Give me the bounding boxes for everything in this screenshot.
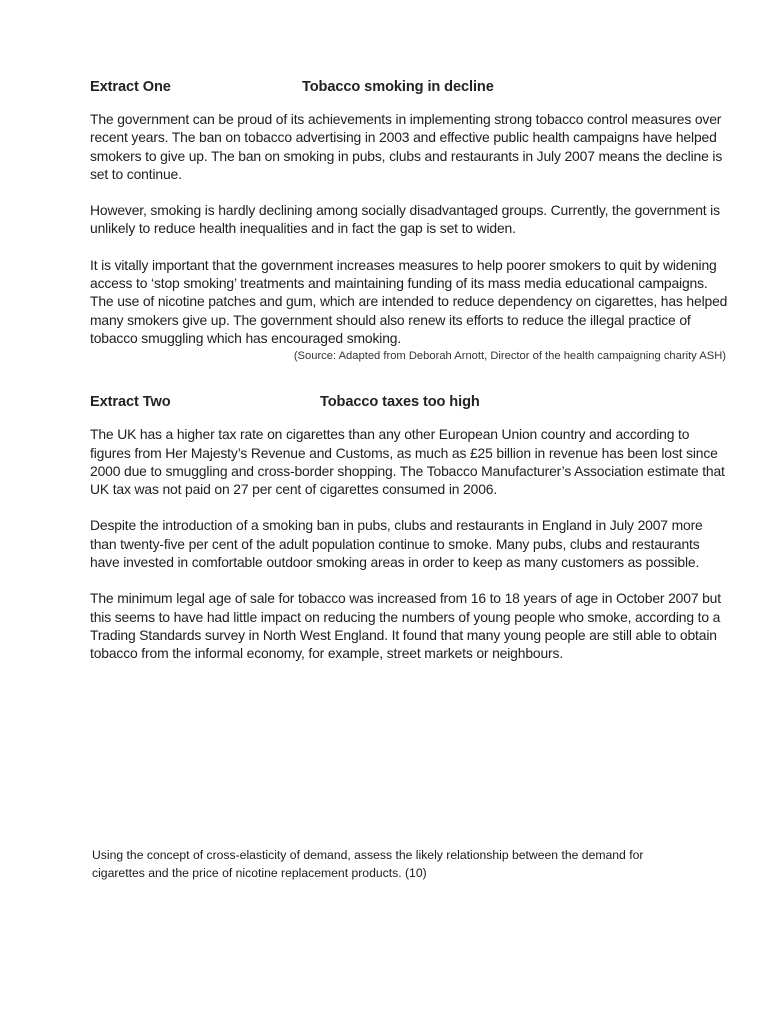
extract-one-paragraph-1: The government can be proud of its achievements in implementing strong tobacco control measures over recent years. The ban on tobacco advertising in 2003 and effective public health campaigns have helped smokers to give up. The ban on smoking in pubs, clubs and restaurants in July 2007 means the decline is set to continue. xyxy=(90,111,723,182)
extract-two-paragraph-3: The minimum legal age of sale for tobacco was increased from 16 to 18 years of age in October 2007 but this seems to have had little impact on reducing the numbers of young people who smoke, according to a Trading Standards survey in North West England. It found that many young people are still able to obtain tobacco from the informal economy, for example, street markets or neighbours. xyxy=(90,590,721,662)
extract-two-label: Extract Two xyxy=(90,394,171,411)
extract-two-title: Tobacco taxes too high xyxy=(320,394,480,411)
extract-one-paragraph-3: It is vitally important that the government increases measures to help poorer smokers to quit by widening access to ‘stop smoking’ treatments and maintaining funding of its mass media educational campaigns. The use of nicotine patches and gum, which are intended to reduce dependency on cigarettes, has helped many smokers give up. The government should also renew its efforts to reduce the illegal practice of tobacco smuggling which has encouraged smoking. xyxy=(90,256,728,346)
extract-one-paragraph-2: However, smoking is hardly declining among socially disadvantaged groups. Currently, the government is unlikely to reduce health inequalities and in fact the gap is set to widen. xyxy=(90,202,720,237)
extract-two-paragraph-2: Despite the introduction of a smoking ban in pubs, clubs and restaurants in England in July 2007 more than twenty-five per cent of the adult population continue to smoke. Many pubs, clubs and restaurants have invested in comfortable outdoor smoking areas in order to keep as many customers as possible. xyxy=(90,517,703,571)
extract-one-heading xyxy=(90,78,730,96)
exam-question: Using the concept of cross-elasticity of demand, assess the likely relationship between the demand for cigarettes and the price of nicotine replacement products. (10) xyxy=(92,848,644,880)
extract-two-paragraph-1: The UK has a higher tax rate on cigarettes than any other European Union country and according to figures from Her Majesty’s Revenue and Customs, as much as £25 billion in revenue has been lost since 2000 due to smuggling and cross-border shopping. The Tobacco Manufacturer’s Association estimate that UK tax was not paid on 27 per cent of cigarettes consumed in 2006. xyxy=(90,426,725,498)
extract-one-source: (Source: Adapted from Deborah Arnott, Director of the health campaigning charity ASH) xyxy=(293,350,726,363)
extract-one-title: Tobacco smoking in decline xyxy=(302,79,494,95)
extract-one-label: Extract One xyxy=(90,79,171,95)
extract-two-heading xyxy=(90,393,730,411)
scanned-extracts xyxy=(90,78,730,663)
